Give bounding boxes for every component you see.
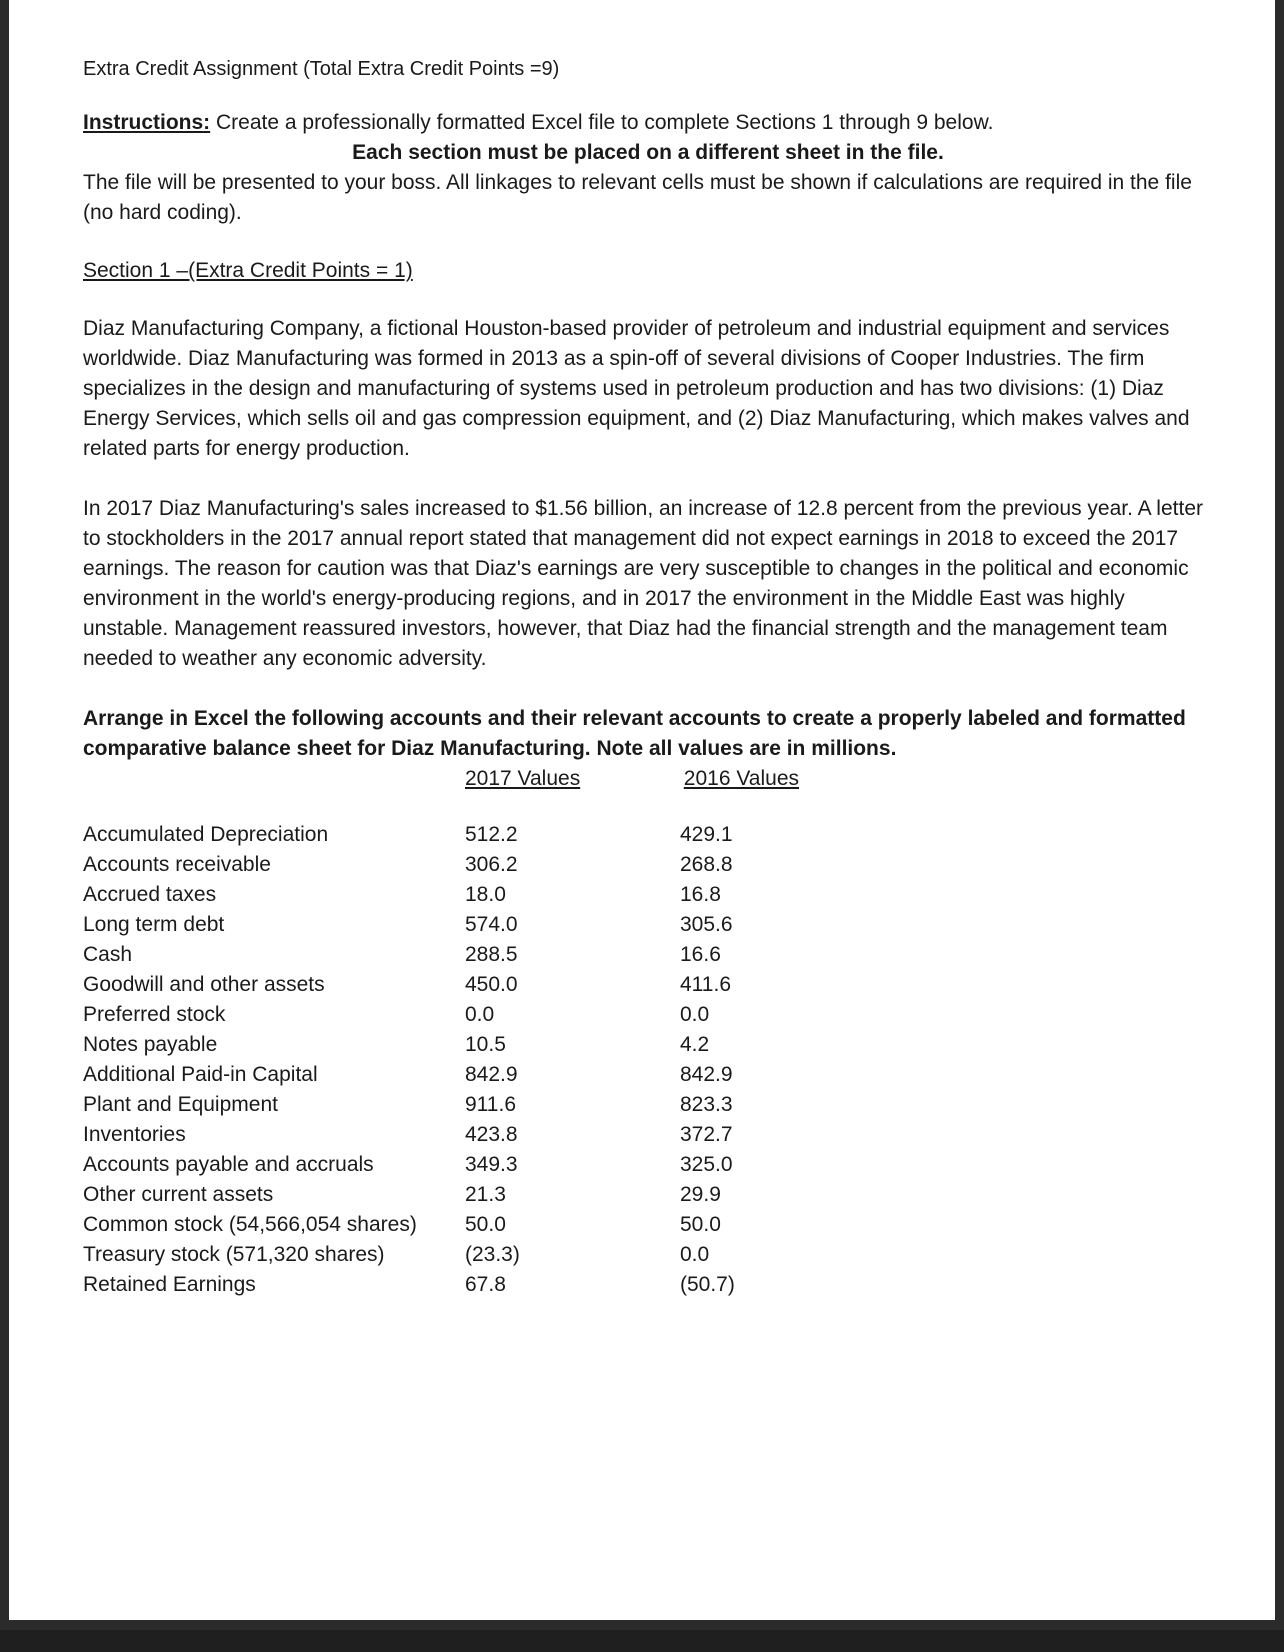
value-2016: 305.6 (680, 913, 733, 936)
account-name: Notes payable (83, 1033, 218, 1056)
account-name: Other current assets (83, 1183, 274, 1206)
bottom-bar (0, 1630, 1284, 1652)
value-2016: 325.0 (680, 1153, 733, 1176)
instructions-bold-line: Each section must be placed on a different sheet in the file. (352, 141, 944, 164)
account-name: Plant and Equipment (83, 1093, 278, 1116)
account-name: Accrued taxes (83, 883, 217, 906)
column-header-2016: 2016 Values (683, 767, 799, 790)
value-2016: 268.8 (680, 853, 733, 876)
value-2016: 4.2 (680, 1033, 710, 1056)
value-2016: 372.7 (680, 1123, 733, 1146)
table-row (83, 820, 1213, 850)
value-2016: 0.0 (680, 1003, 710, 1026)
value-2017: 18.0 (465, 883, 506, 906)
table-row (83, 1120, 1213, 1150)
value-2016: 29.9 (680, 1183, 721, 1206)
account-name: Common stock (54,566,054 shares) (83, 1213, 417, 1236)
account-name: Retained Earnings (83, 1273, 256, 1296)
table-row (83, 910, 1213, 940)
value-2017: 50.0 (465, 1213, 506, 1236)
value-2017: 0.0 (465, 1003, 495, 1026)
account-name: Accounts receivable (83, 853, 271, 876)
account-name: Preferred stock (83, 1003, 226, 1026)
account-name: Accumulated Depreciation (83, 823, 329, 846)
table-row (83, 880, 1213, 910)
table-column-headers (83, 764, 1213, 794)
value-2016: 411.6 (680, 973, 731, 996)
table-row (83, 1150, 1213, 1180)
value-2017: 574.0 (465, 913, 518, 936)
value-2016: 429.1 (680, 823, 733, 846)
value-2017: 349.3 (465, 1153, 518, 1176)
value-2016: 16.6 (680, 943, 721, 966)
account-name: Cash (83, 943, 133, 966)
document-page (9, 0, 1275, 1620)
value-2017: (23.3) (465, 1243, 520, 1266)
table-row (83, 1090, 1213, 1120)
value-2017: 306.2 (465, 853, 518, 876)
value-2017: 10.5 (465, 1033, 506, 1056)
section-title: Section 1 –(Extra Credit Points = 1) (83, 259, 413, 282)
table-row (83, 1240, 1213, 1270)
value-2017: 67.8 (465, 1273, 506, 1296)
account-name: Accounts payable and accruals (83, 1153, 374, 1176)
assignment-header: Extra Credit Assignment (Total Extra Credit Points =9) (83, 58, 560, 80)
value-2017: 21.3 (465, 1183, 506, 1206)
value-2017: 288.5 (465, 943, 518, 966)
value-2016: 823.3 (680, 1093, 733, 1116)
table-row (83, 1210, 1213, 1240)
instructions-label: Instructions: (83, 111, 211, 134)
document-content (83, 54, 1213, 1300)
value-2017: 842.9 (465, 1063, 518, 1086)
account-name: Goodwill and other assets (83, 973, 325, 996)
account-name: Long term debt (83, 913, 225, 936)
instructions-line2: The file will be presented to your boss. All linkages to relevant cells must be shown if calculations are required in the file (no hard coding). (83, 171, 1192, 224)
arrange-instructions: Arrange in Excel the following accounts and their relevant accounts to create a properly labeled and formatted comparative balance sheet for Diaz Manufacturing. Note all values are in millions. (83, 707, 1186, 760)
account-name: Additional Paid-in Capital (83, 1063, 318, 1086)
value-2016: 16.8 (680, 883, 721, 906)
account-name: Inventories (83, 1123, 186, 1146)
table-row (83, 1000, 1213, 1030)
value-2017: 450.0 (465, 973, 518, 996)
column-header-2017: 2017 Values (465, 767, 581, 790)
table-row (83, 1180, 1213, 1210)
accounts-table (83, 820, 1213, 1300)
table-row (83, 970, 1213, 1000)
value-2016: 0.0 (680, 1243, 710, 1266)
value-2016: 842.9 (680, 1063, 733, 1086)
value-2016: (50.7) (680, 1273, 735, 1296)
value-2017: 911.6 (465, 1093, 516, 1116)
table-row (83, 850, 1213, 880)
account-name: Treasury stock (571,320 shares) (83, 1243, 385, 1266)
table-row (83, 940, 1213, 970)
table-row (83, 1270, 1213, 1300)
paragraph-company-description: Diaz Manufacturing Company, a fictional Houston-based provider of petroleum and industrial equipment and services worldwide. Diaz Manufacturing was formed in 2013 as a spin-off of several divisions of Cooper Industries. The firm specializes in the design and manufacturing of systems used in petroleum production and has two divisions: (1) Diaz Energy Services, which sells oil and gas compression equipment, and (2) Diaz Manufacturing, which makes valves and related parts for energy production. (83, 317, 1190, 460)
instructions-line (83, 108, 1213, 138)
value-2016: 50.0 (680, 1213, 721, 1236)
paragraph-sales-outlook: In 2017 Diaz Manufacturing's sales increased to $1.56 billion, an increase of 12.8 percent from the previous year. A letter to stockholders in the 2017 annual report stated that management did not expect earnings in 2018 to exceed the 2017 earnings. The reason for caution was that Diaz's earnings are very susceptible to changes in the political and economic environment in the world's energy-producing regions, and in 2017 the environment in the Middle East was highly unstable. Management reassured investors, however, that Diaz had the financial strength and the management team needed to weather any economic adversity. (83, 497, 1203, 670)
table-row (83, 1060, 1213, 1090)
value-2017: 423.8 (465, 1123, 518, 1146)
table-row (83, 1030, 1213, 1060)
instructions-text: Create a professionally formatted Excel file to complete Sections 1 through 9 below. (210, 111, 994, 134)
value-2017: 512.2 (465, 823, 518, 846)
